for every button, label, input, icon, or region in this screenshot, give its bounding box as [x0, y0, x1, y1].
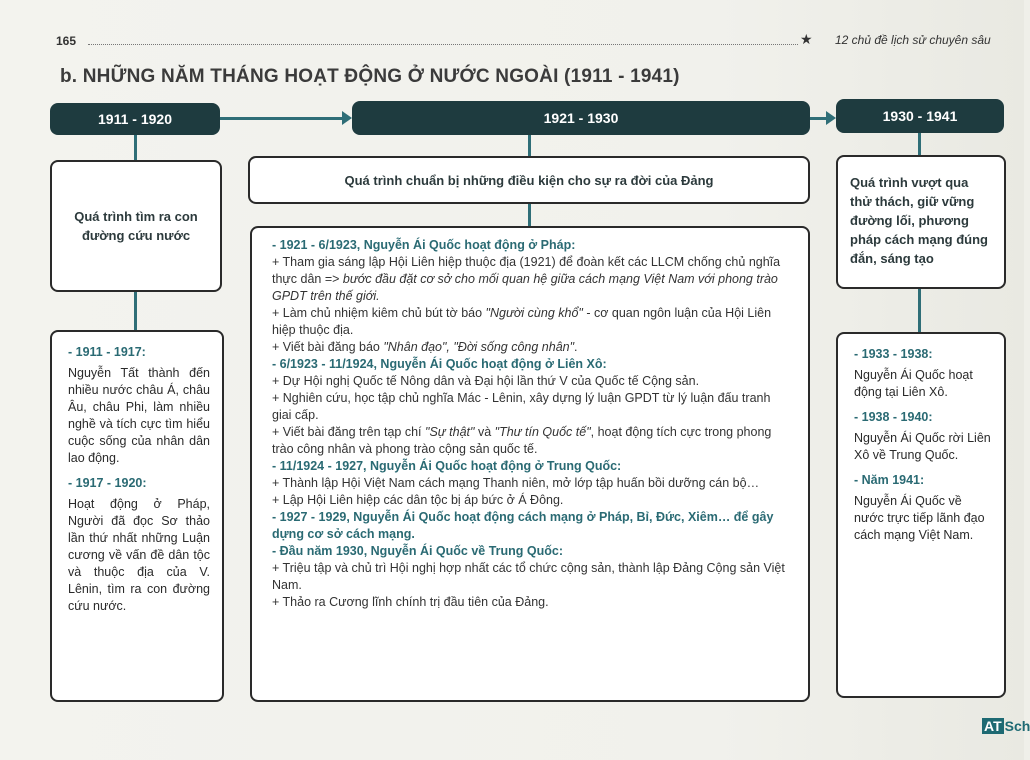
left-item-text: Nguyễn Tất thành đến nhiều nước châu Á, châu Âu, châu Phi, làm nhiều nghề và tích cực tìm hiểu cuộc sống của nhân dân lao động.	[68, 366, 210, 465]
goal-text-middle: Quá trình chuẩn bị những điều kiện cho sự ra đời của Đảng	[344, 172, 714, 188]
left-item-heading: - 1917 - 1920:	[68, 476, 147, 490]
connector-left-1	[134, 135, 137, 161]
right-item-heading: - Năm 1941:	[854, 473, 925, 487]
right-item-text: Nguyễn Ái Quốc hoạt động tại Liên Xô.	[854, 368, 973, 399]
star-icon: ★	[800, 31, 813, 47]
goal-box-right	[836, 155, 1006, 289]
period-pill-1921-1930: 1921 - 1930	[352, 101, 810, 135]
goal-box-middle	[248, 156, 810, 204]
middle-line: + Viết bài đăng báo "Nhân đạo", "Đời sống công nhân".	[272, 340, 578, 354]
detail-box-right	[836, 332, 1006, 698]
connector-middle-1	[528, 135, 531, 157]
middle-line: + Thành lập Hội Việt Nam cách mạng Thanh niên, mở lớp tập huấn bồi dưỡng cán bộ…	[272, 476, 760, 490]
middle-heading: - 1927 - 1929, Nguyễn Ái Quốc hoạt động cách mạng ở Pháp, Bỉ, Đức, Xiêm… để gây dựng cơ sở cách mạng.	[272, 510, 774, 541]
right-item-heading: - 1933 - 1938:	[854, 347, 933, 361]
middle-line: + Tham gia sáng lập Hội Liên hiệp thuộc địa (1921) để đoàn kết các LLCM chống chủ nghĩa thực dân => bước đầu đặt cơ sở cho mối quan hệ giữa cách mạng Việt Nam với phong trào GPDT trên thế giới.	[272, 255, 781, 303]
middle-line: + Dự Hội nghị Quốc tế Nông dân và Đại hội lần thứ V của Quốc tế Cộng sản.	[272, 374, 700, 388]
connector-left-2	[134, 291, 137, 331]
connector-middle-2	[528, 203, 531, 227]
middle-line: + Lập Hội Liên hiệp các dân tộc bị áp bức ở Á Đông.	[272, 493, 564, 507]
publisher-logo: AT Sch	[984, 718, 1030, 734]
period-pill-1930-1941: 1930 - 1941	[836, 99, 1004, 133]
goal-text-right: Quá trình vượt qua thử thách, giữ vững đường lối, phương pháp cách mạng đúng đắn, sáng tạo	[850, 175, 988, 266]
connector-right-1	[918, 133, 921, 155]
detail-box-middle	[250, 226, 810, 702]
goal-text-left: Quá trình tìm ra con đường cứu nước	[74, 209, 198, 243]
middle-line: + Thảo ra Cương lĩnh chính trị đầu tiên của Đảng.	[272, 595, 549, 609]
right-item-text: Nguyễn Ái Quốc về nước trực tiếp lãnh đạo cách mạng Việt Nam.	[854, 494, 985, 542]
middle-line: + Làm chủ nhiệm kiêm chủ bút tờ báo "Người cùng khổ" - cơ quan ngôn luận của Hội Liên hiệp thuộc địa.	[272, 306, 772, 337]
connector-right-2	[918, 287, 921, 333]
header-dotted-rule	[88, 44, 798, 45]
arrow-right-icon	[826, 111, 836, 125]
goal-box-left	[50, 160, 222, 292]
middle-heading: - 11/1924 - 1927, Nguyễn Ái Quốc hoạt động ở Trung Quốc:	[272, 459, 622, 473]
left-item-heading: - 1911 - 1917:	[68, 345, 146, 359]
middle-heading: - Đầu năm 1930, Nguyễn Ái Quốc về Trung Quốc:	[272, 544, 564, 558]
right-item-text: Nguyễn Ái Quốc rời Liên Xô về Trung Quốc.	[854, 431, 991, 462]
book-title: 12 chủ đề lịch sử chuyên sâu	[835, 33, 991, 47]
period-pill-1911-1920: 1911 - 1920	[50, 103, 220, 135]
right-item-heading: - 1938 - 1940:	[854, 410, 933, 424]
left-item-text: Hoạt động ở Pháp, Người đã đọc Sơ thảo lần thứ nhất những Luận cương về vấn đề dân tộc và thuộc địa của V. Lênin, tìm ra con đường cứu nước.	[68, 497, 210, 613]
section-title: b. NHỮNG NĂM THÁNG HOẠT ĐỘNG Ở NƯỚC NGOÀI (1911 - 1941)	[60, 66, 680, 87]
middle-line: + Nghiên cứu, học tập chủ nghĩa Mác - Lênin, xây dựng lý luận GPDT từ lý luận đấu tranh giai cấp.	[272, 391, 771, 422]
arrow-right-icon	[342, 111, 352, 125]
timeline-connector-1	[218, 117, 346, 120]
middle-line: + Triệu tập và chủ trì Hội nghị hợp nhất các tổ chức cộng sản, thành lập Đảng Cộng sản Việt Nam.	[272, 561, 785, 592]
detail-box-left	[50, 330, 224, 702]
middle-heading: - 6/1923 - 11/1924, Nguyễn Ái Quốc hoạt động ở Liên Xô:	[272, 357, 607, 371]
middle-heading: - 1921 - 6/1923, Nguyễn Ái Quốc hoạt động ở Pháp:	[272, 238, 576, 252]
middle-line: + Viết bài đăng trên tạp chí "Sự thật" và "Thư tín Quốc tế", hoạt động tích cực trong phong trào công nhân và phong trào cộng sản quốc tế.	[272, 425, 772, 456]
page-number: 165	[56, 34, 77, 48]
